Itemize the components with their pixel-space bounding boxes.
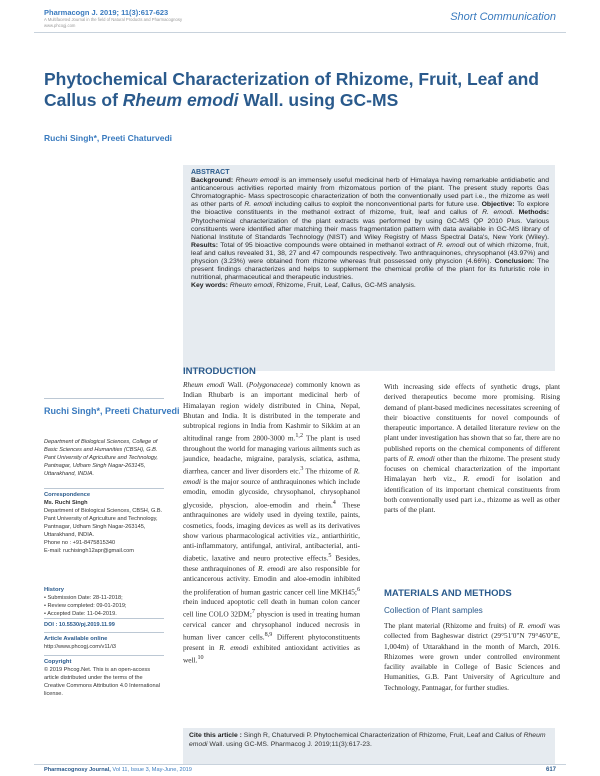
methods-subheading: Collection of Plant samples xyxy=(384,606,483,615)
article-authors: Ruchi Singh*, Preeti Chaturvedi xyxy=(44,133,172,143)
footer-journal: Pharmacognosy Journal, Vol 11, Issue 3, May-June, 2019 xyxy=(44,767,192,773)
abstract-heading: ABSTRACT xyxy=(191,169,230,176)
copyright-heading: Copyright xyxy=(44,659,72,665)
sidebar-divider xyxy=(44,618,164,619)
journal-citation: Pharmacogn J. 2019; 11(3):617-623 xyxy=(44,8,169,17)
history-heading: History xyxy=(44,587,64,593)
sidebar-divider xyxy=(44,632,164,633)
methods-paragraph: The plant material (Rhizome and fruits) of R. emodi was collected from Bagheswar district (29°51'0"N 79°46'0"E, 1,004m) of Uttarakhand in the month of March, 2016. Rhizomes were grown under controlled environment facility available in College of Basic Sciences and Humanities, G.B. Pant University of Agriculture and Technology, Pantnagar, for further studies. xyxy=(384,621,560,692)
history-item: • Submission Date: 28-11-2018; xyxy=(44,595,123,601)
sidebar-authors: Ruchi Singh*, Preeti Chaturvedi xyxy=(44,406,180,416)
journal-tagline: A Multifaceted Journal in the field of Natural Products and Pharmacognosy xyxy=(44,17,183,22)
methods-heading: MATERIALS AND METHODS xyxy=(384,588,512,599)
introduction-heading: INTRODUCTION xyxy=(183,366,256,377)
cite-label: Cite this article : xyxy=(189,732,242,739)
cite-box: Cite this article : Singh R, Chaturvedi P. Phytochemical Characterization of Rhizome, Fruit, Leaf and Callus of Rheum emodi Wall. using GC-MS. Pharmacog J. 2019;11(3):617-23. xyxy=(183,728,555,764)
history-item: • Accepted Date: 11-04-2019. xyxy=(44,611,117,617)
abstract-box xyxy=(183,165,555,371)
correspondence-phone: Phone no : +91-8475815340 xyxy=(44,540,116,546)
correspondence-heading: Correspondence xyxy=(44,492,91,498)
available-heading: Article Available online xyxy=(44,636,108,642)
history-block xyxy=(44,586,164,618)
sidebar-divider xyxy=(44,398,164,399)
copyright-text: © 2019 Phcog.Net. This is an open-access article distributed under the terms of the Creative Commons Attribution 4.0 International license. xyxy=(44,667,160,697)
available-url[interactable]: http://www.phcogj.com/v11/i3 xyxy=(44,644,117,650)
abstract-body: Background: Rheum emodi is an immensely useful medicinal herb of Himalaya having remarkable antidiabetic and anticancerous activities reported mainly from rhizomatous portion of the plant. The present study reports Gas Chromatographic- Mass spectroscopic characterization of both the conventionally used part i.e., the rhizome as well as other parts of R. emodi including callus to exploit the nonconventional parts for future use. Objective: To explore the bioactive constituents in the methanol extract of rhizome, fruit, leaf and callus of R. emodi. Methods: Phytochemical characterization of the plant extracts was performed by using GC-MS QP 2010 Plus. Various constituents were identified after matching their mass fragmentation pattern with data available in GC-MS library of National Institute of Standards Technology (NIST) and Wiley Registry of Mass Spectral Data's, New York (Wiley). Results: Total of 95 bioactive compounds were obtained in methanol extract of R. emodi out of which rhizome, fruit, leaf and callus revealed 31, 38, 27 and 47 compounds respectively. Two anthraquinones, chrysophanol (43.97%) and physcion (3.23%) were obtained from rhizome whereas fruit possessed only physcion (4.66%). Conclusion: The present findings characterizes and helps to supplement the chemical profile of the plant for its futuristic role in nutritional, pharmaceutical and therapeutic industries. xyxy=(191,177,550,282)
footer-divider xyxy=(34,764,566,765)
section-type: Short Communication xyxy=(450,11,556,23)
correspondence-block xyxy=(44,491,164,555)
copyright-block xyxy=(44,658,164,698)
article-title: Phytochemical Characterization of Rhizome, Fruit, Leaf and Callus of Rheum emodi Wall. using GC-MS xyxy=(44,69,539,110)
article-doi[interactable]: DOI : 10.5530/pj.2019.11.99 xyxy=(44,622,115,628)
header-divider xyxy=(34,32,566,33)
correspondence-name: Ms. Ruchi Singh xyxy=(44,500,88,506)
page-number: 617 xyxy=(545,767,556,773)
keywords: Key words: Rheum emodi, Rhizome, Fruit, Leaf, Callus, GC-MS analysis. xyxy=(191,282,416,290)
introduction-paragraph-1: Rheum emodi Wall. (Polygonaceae) commonly known as Indian Rhubarb is an important medicinal herb of Himalayan region widely distributed in China, Nepal, Bhutan and India. It is distributed in the temperate and subtropical regions in India from Kashmir to Sikkim at an altitudinal range from 2800-3000 m.$^{1,2}$ The plant is used throughout the world for managing various ailments such as jaundice, headache, migraine, paralysis, sciatica, asthma, diarrhea, cancer and liver disorders etc.$^3$ The rhizome of R. emodi is the major source of anthraquinones which include emodin, emodin glycoside, chrysophanol, chrysophanol glycoside, physcion, aloe-emodin and rhein.$^4$ These anthraquinones are widely used in dyeing textile, paints, cosmetics, foods, imaging devices as well as its derivatives show various pharmacological activities viz., antiarthiritic, anti-inflammatory, antifungal, antiviral, antibacterial, anti-diabetic, laxative and neuro protective effects.$^5$ Besides, these anthraquinones of R. emodi are also responsible for anticancerous activity. Emodin and aloe-emodin inhibited the proliferation of human gastric cancer cell line MKH45;$^6$ rhein induced apoptotic cell death in human colon cancer cell line COLO 32DM;$^7$ physcion is used in treating human cervical cancer and chrysophanol induced necrosis in human liver cancer cells.$^{8,9}$ Different phytoconstituents present in R. emodi exhibited antioxidant activities as well.$^{10}$ xyxy=(183,380,360,665)
available-online-block xyxy=(44,635,164,651)
history-item: • Review completed: 09-01-2019; xyxy=(44,603,127,609)
correspondence-address: Department of Biological Sciences, CBSH, G.B. Pant University of Agriculture and Technology, Pantnagar, Udham Singh Nagar-263145, Uttarakhand, INDIA. xyxy=(44,508,163,538)
introduction-paragraph-2: With increasing side effects of synthetic drugs, plant derived therapeutics become more promising. Rising demand of plant-based medicines necessitates screening of their bioactive constituents for novel compounds of therapeutic importance. A detailed literature review on the plant under investigation has shown that so far, there are no published reports on the chemical components of different parts of R. emodi other than the rhizome. The present study focuses on chemical characterization of the important Himalayan herb viz., R. emodi for isolation and identification of its important chemical constituents from both conventionally used part i.e., rhizome as well as other parts of the plant. xyxy=(384,382,560,514)
sidebar-affiliation: Department of Biological Sciences, College of Basic Sciences and Humanities (CBSH), G.B. Pant University of Agriculture and Technology, Pantnagar, Udham Singh Nagar-263145, Uttarakhand, INDIA. xyxy=(44,439,158,477)
journal-website[interactable]: www.phcogj.com xyxy=(44,23,76,28)
sidebar-divider xyxy=(44,488,164,489)
correspondence-email[interactable]: E-mail: ruchisingh12apr@gmail.com xyxy=(44,548,134,554)
sidebar-divider xyxy=(44,655,164,656)
